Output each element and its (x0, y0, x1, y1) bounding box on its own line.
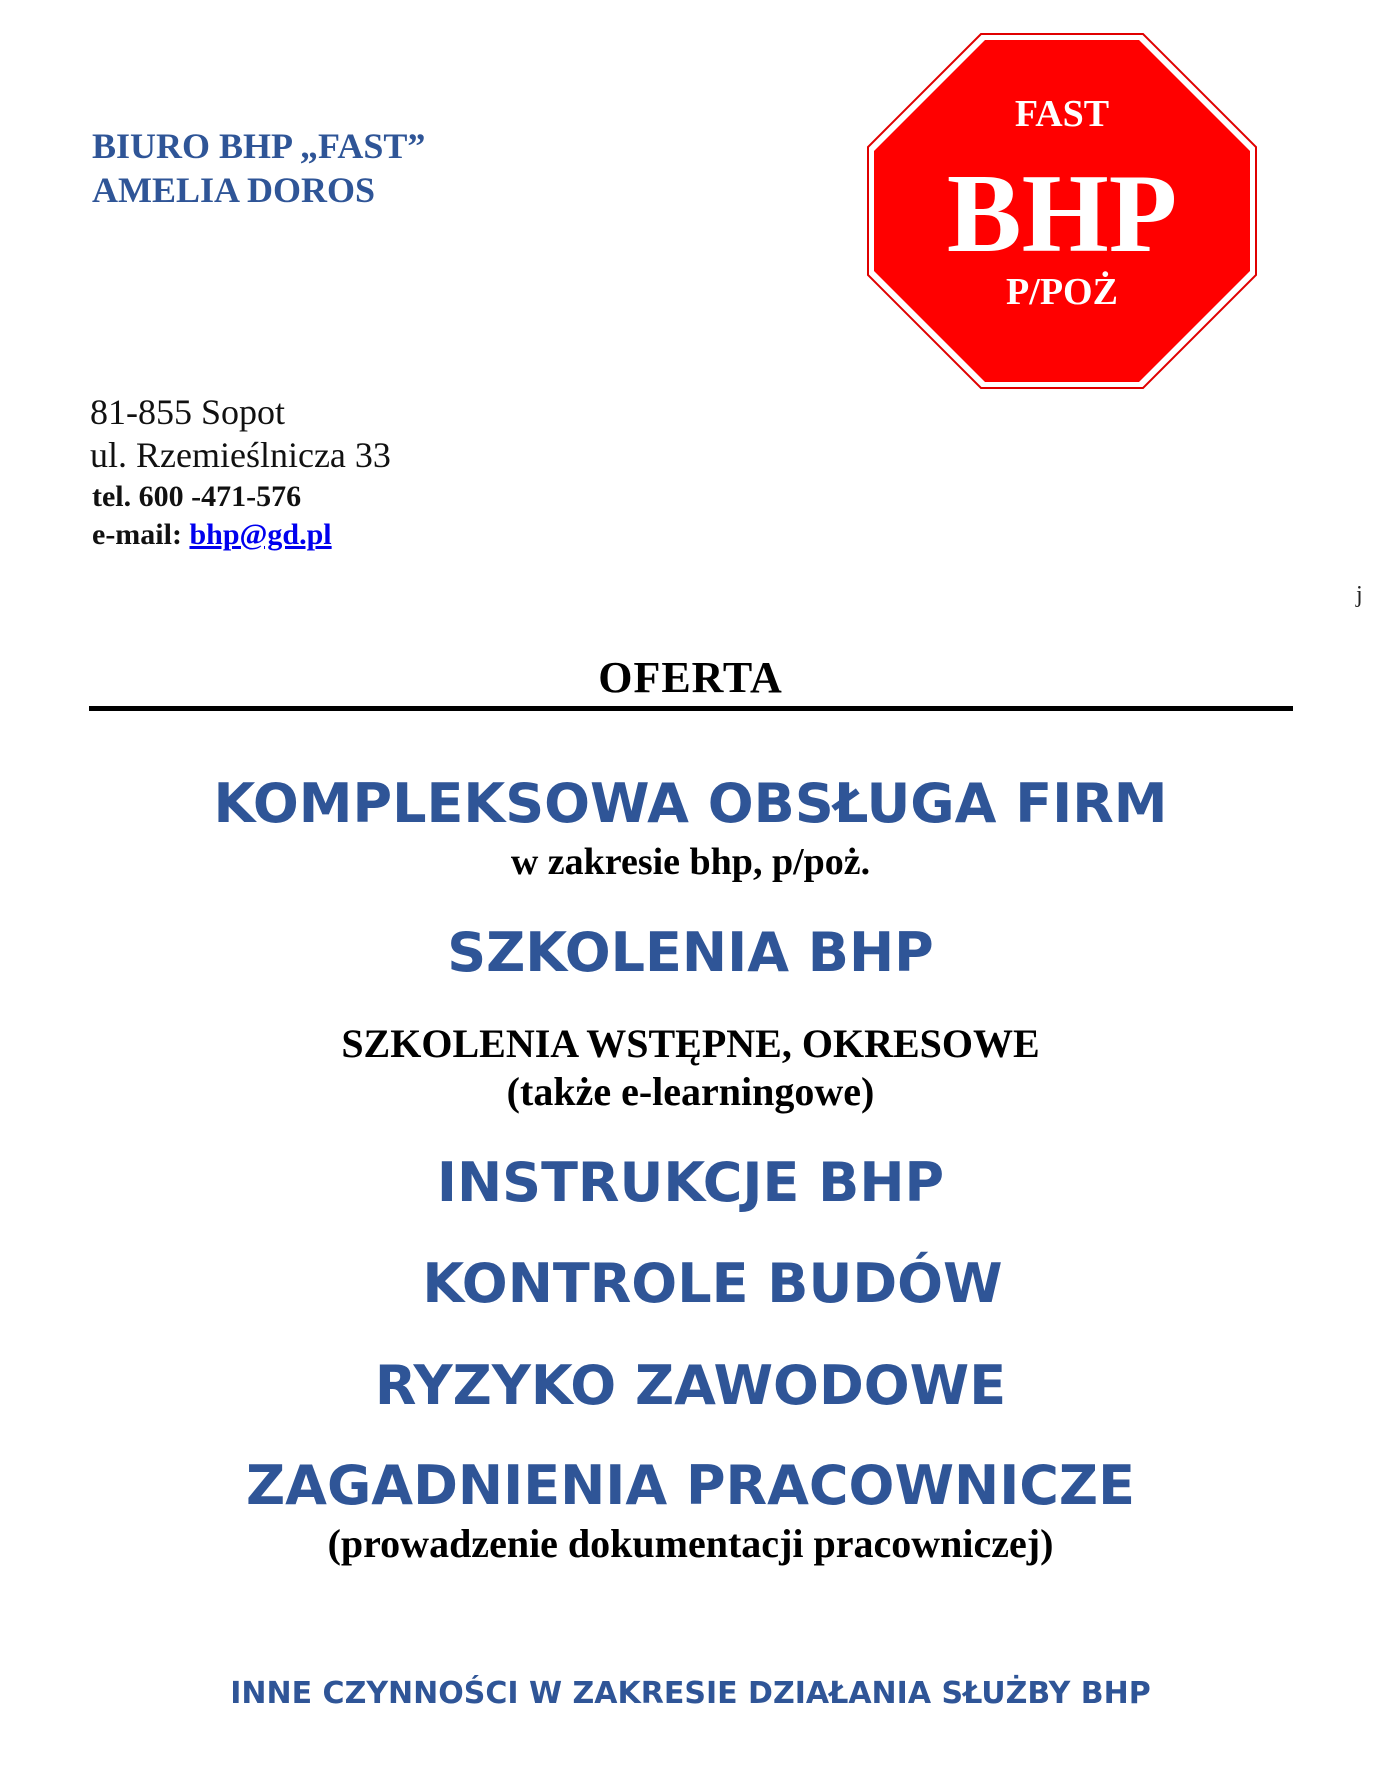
section-heading-occupational-risk: RYZYKO ZAWODOWE (374, 1354, 1007, 1417)
stray-character: j (1356, 582, 1363, 608)
section-subtitle-training: SZKOLENIA WSTĘPNE, OKRESOWE (341, 1021, 1040, 1066)
section-heading-hr-matters: ZAGADNIENIA PRACOWNICZE (246, 1454, 1135, 1517)
section-subtitle-hr-matters: (prowadzenie dokumentacji pracowniczej) (327, 1521, 1054, 1566)
logo-bottom-text: P/POŻ (1006, 271, 1118, 313)
footer-other-services: INNE CZYNNOŚCI W ZAKRESIE DZIAŁANIA SŁUŻBY BHP (230, 1676, 1151, 1711)
company-name: BIURO BHP „FAST” (92, 126, 426, 166)
address-street: ul. Rzemieślnicza 33 (90, 435, 391, 475)
email-row (92, 516, 332, 554)
company-owner: AMELIA DOROS (92, 170, 376, 210)
logo-top-text: FAST (1014, 93, 1110, 135)
email-link[interactable]: bhp@gd.pl (189, 518, 332, 551)
section-subtitle-company-service: w zakresie bhp, p/poż. (510, 841, 871, 883)
octagon-icon (866, 32, 1258, 390)
section-heading-company-service: KOMPLEKSOWA OBSŁUGA FIRM (213, 772, 1168, 835)
title-divider (89, 706, 1293, 711)
address-city: 81-855 Sopot (90, 392, 286, 432)
email-label: e-mail: (92, 518, 190, 551)
offer-title: OFERTA (598, 653, 783, 702)
logo-main-text: BHP (946, 152, 1178, 276)
section-heading-training: SZKOLENIA BHP (447, 921, 934, 984)
section-heading-site-inspections: KONTROLE BUDÓW (422, 1252, 1003, 1315)
section-subtitle-training-elearning: (także e-learningowe) (506, 1069, 875, 1114)
section-heading-instructions: INSTRUKCJE BHP (436, 1151, 945, 1214)
phone-number: tel. 600 -471-576 (92, 480, 302, 513)
bhp-stop-sign-logo (866, 32, 1258, 390)
